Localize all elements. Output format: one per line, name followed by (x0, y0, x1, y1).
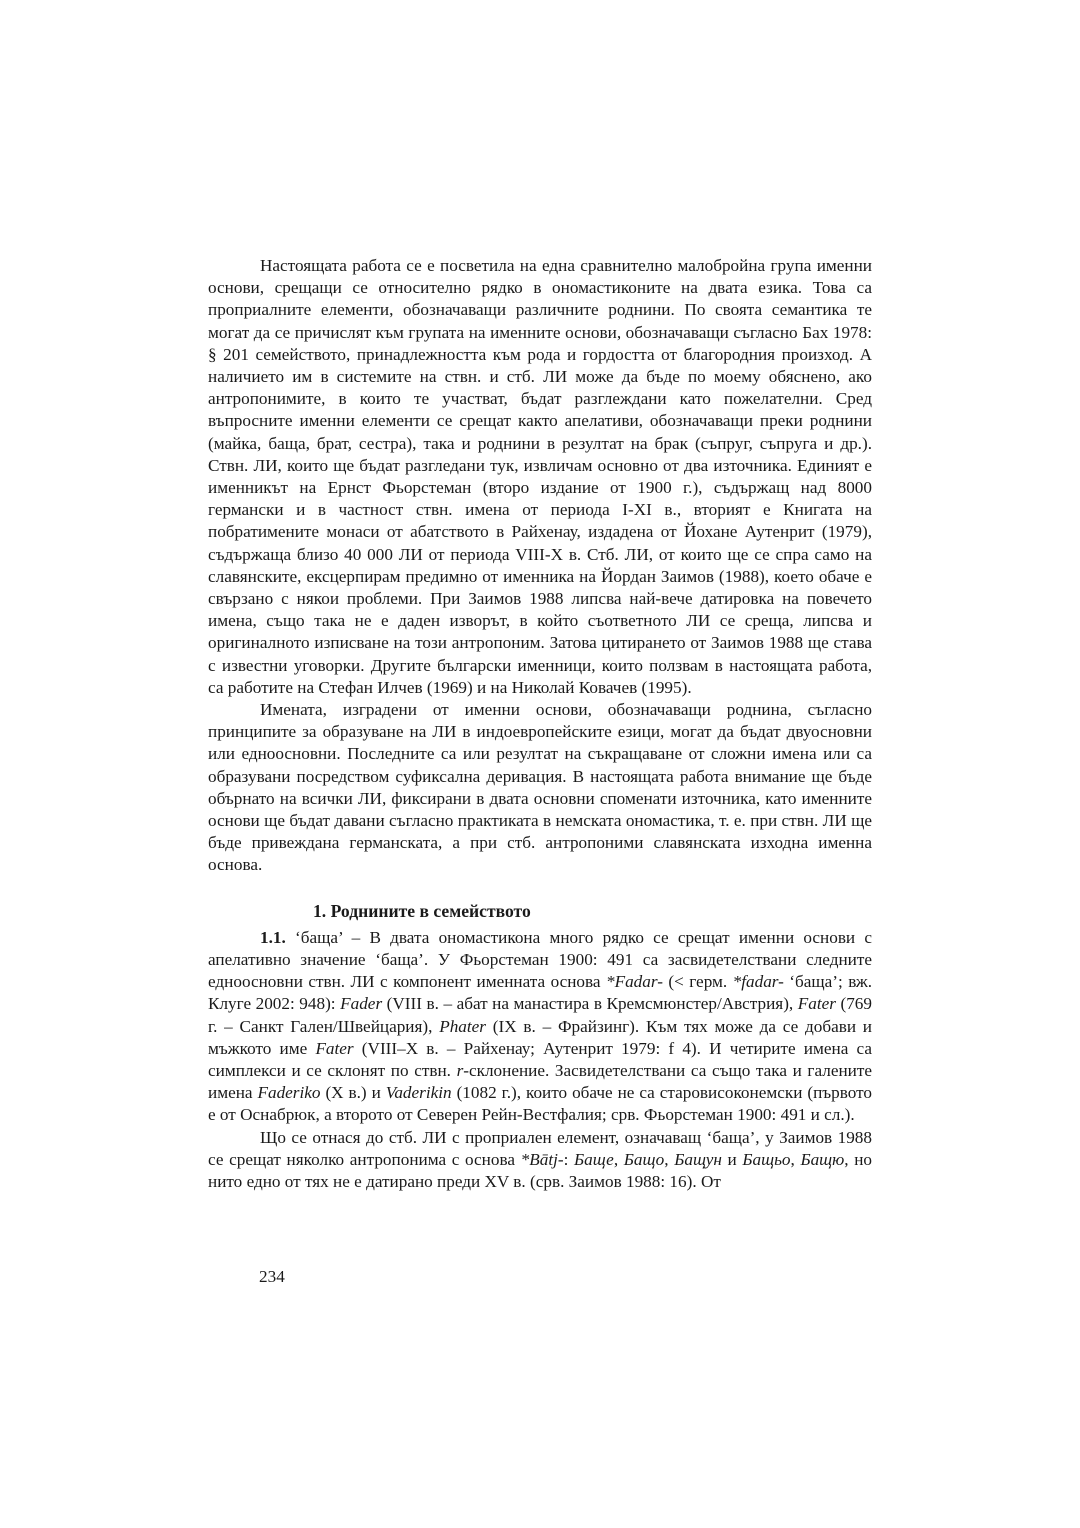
page-number: 234 (259, 1267, 285, 1286)
section-paragraph-1: 1.1. ‘баща’ – В двата ономастикона много рядко се срещат именни основи с апелативно значение ‘баща’. У Фьорстеман 1900: 491 са засвидетелствани следните едноосновни ствн. ЛИ с компонент именната основа *Fadar- (< герм. *fadar- ‘баща’; вж. Клуге 2002: 948): Fader (VIII в. – абат на манастира в Кремсмюнстер/Австрия), Fater (769 г. – Санкт Гален/Швейцария), Phater (IX в. – Фрайзинг). Към тях може да се добави и мъжкото име Fater (VIII–X в. – Райхенау; Аутенрит 1979: f 4). И четирите имена са симплекси и се склонят по ствн. r-склонение. Засвидетелствани са също така и галените имена Faderiko (X в.) и Vaderikin (1082 г.), които обаче не са старовисоконемски (първото е от Оснабрюк, а второто от Северен Рейн-Вестфалия; срв. Фьорстеман 1900: 491 и сл.). (208, 927, 873, 1125)
intro-paragraph-2: Имената, изградени от именни основи, обозначаващи роднина, съгласно принципите за образуване на ЛИ в индоевропейските езици, могат да бъдат двуосновни или едноосновни. Последните са или резултат на съкращаване от сложни имена или са образувани посредством суфиксална деривация. В настоящата работа внимание ще бъде обърнато на всички ЛИ, фиксирани в двата основни споменати източника, като именните основи ще бъдат давани съгласно практиката в немската ономастика, т. е. при ствн. ЛИ ще бъде привеждана германската, а при стб. антропоними славянската изходна именна основа. (208, 700, 872, 875)
section-heading: 1. Роднините в семейството (313, 900, 531, 921)
intro-paragraph-1: Настоящата работа се е посветила на една сравнително малобройна група именни основи, срещащи се относително рядко в ономастиконите на двата езика. Това са проприалните елементи, обозначаващи различните роднини. По своята семантика те могат да се причислят към групата на именните основи, обозначаващи съгласно Бах 1978: § 201 семейството, принадлежността към рода и гордостта от благородния произход. А наличието им в системите на ствн. и стб. ЛИ може да бъде по моему обяснено, ако антропонимите, в които те участват, бъдат разглеждани като пожелателни. Сред въпросните именни елементи се срещат както апелативи, обозначаващи преки роднини (майка, баща, брат, сестра), така и роднини в резултат на брак (съпруг, съпруга и др.). Ствн. ЛИ, които ще бъдат разгледани тук, извличам основно от два източника. Единият е именникът на Ернст Фьорстеман (второ издание от 1900 г.), съдържащ над 8000 германски и в частност ствн. имена от периода I-XI в., вторият е Книгата на побратимените монаси от абатството в Райхенау, издадена от Йохане Аутенрит (1979), съдържаща близо 40 000 ЛИ от периода VIII-X в. Стб. ЛИ, от които ще се спра само на славянските, ексцерпирам предимно от именника на Йордан Заимов (1988), което обаче е свързано с някои проблеми. При Заимов 1988 липсва най-вече датировка на повечето имена, също така не е даден изворът, в който съответното ЛИ се среща, липсва и оригиналното изписване на този антропоним. Затова цитирането от Заимов 1988 ще става с известни уговорки. Другите български именници, които ползвам в настоящата работа, са работите на Стефан Илчев (1969) и на Николай Ковачев (1995). (208, 256, 872, 697)
section-paragraph-2: Що се отнася до стб. ЛИ с проприален елемент, означаващ ‘баща’, у Заимов 1988 се срещат няколко антропонима с основа *Bātj-: Баще, Бащо, Бащун и Бащьо, Бащю, но нито едно от тях не е датирано преди XV в. (срв. Заимов 1988: 16). От (208, 1127, 873, 1191)
subsection-number: 1.1. (260, 927, 286, 947)
document-page (208, 255, 872, 1193)
